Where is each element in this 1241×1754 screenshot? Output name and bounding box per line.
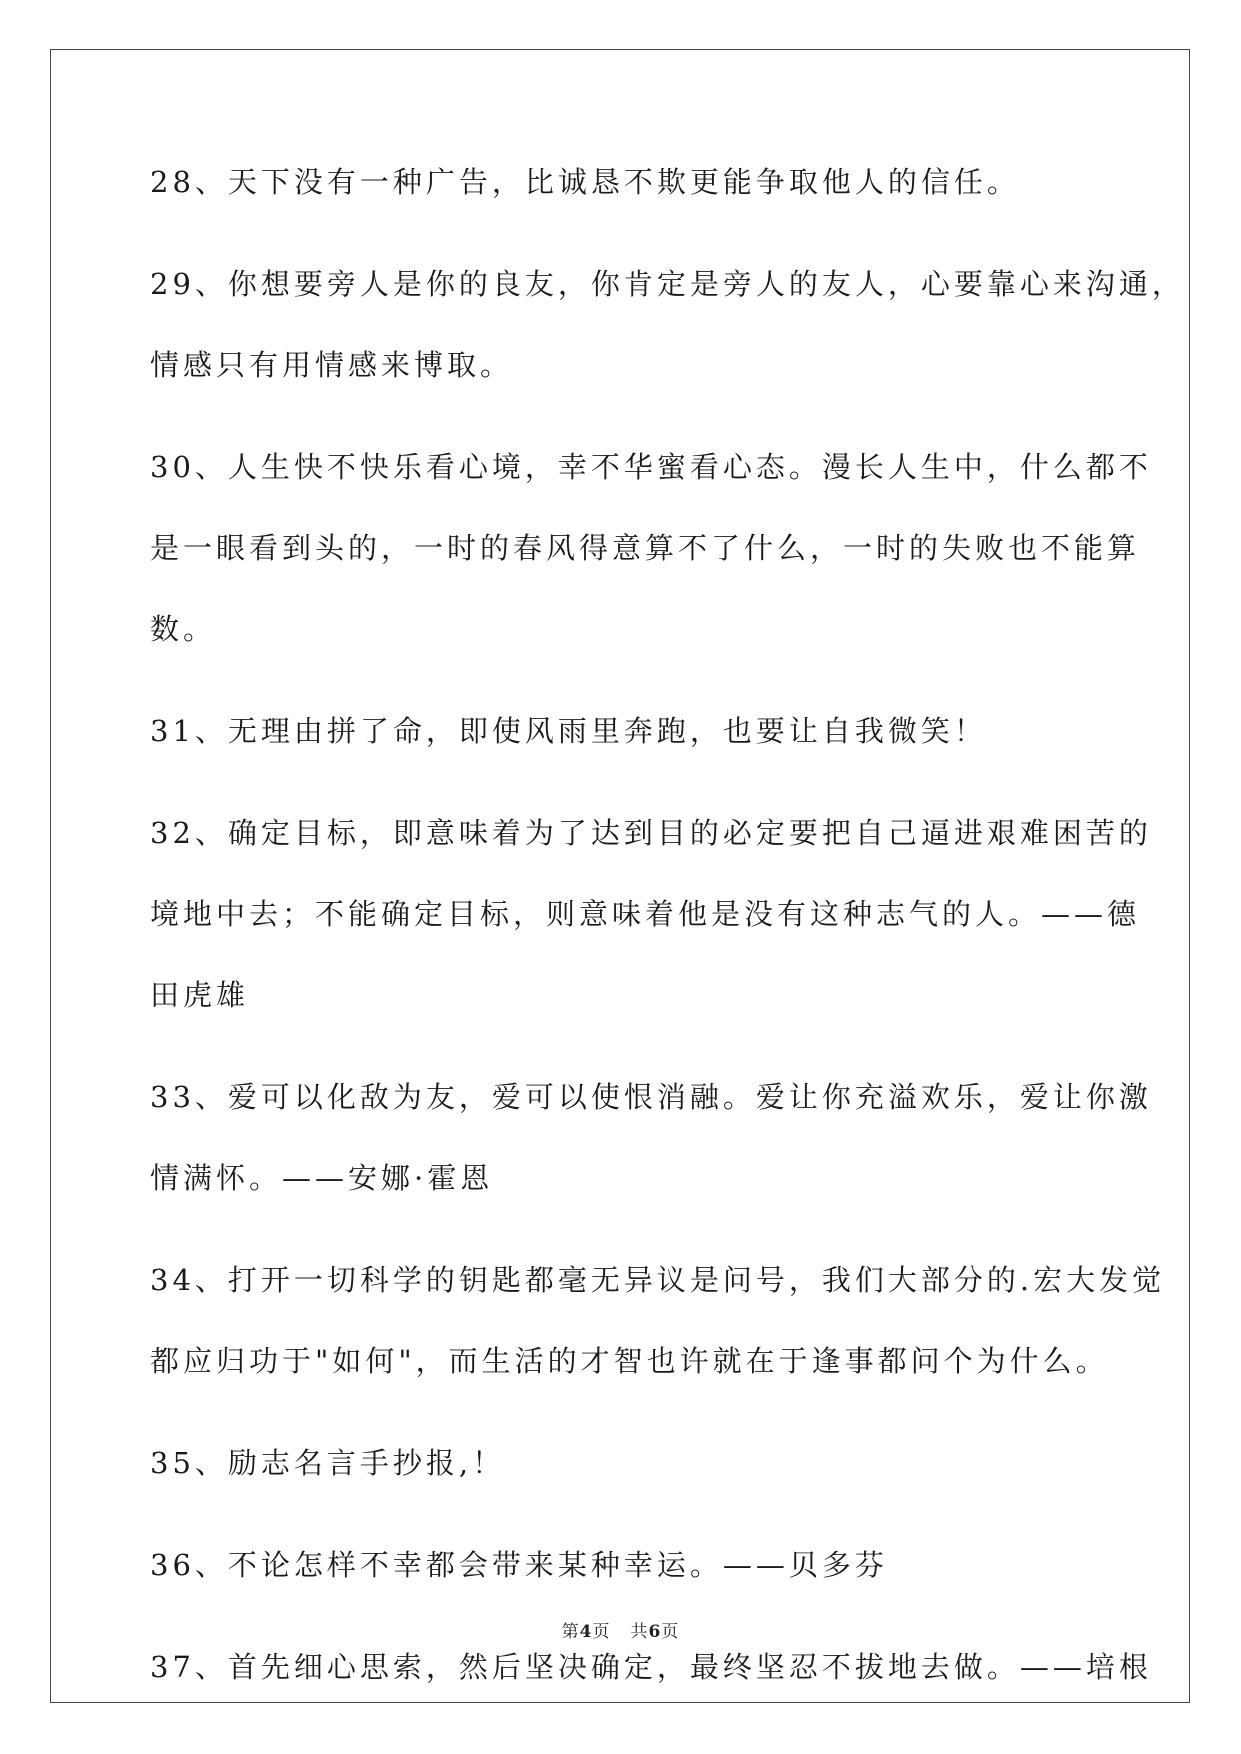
text-line: 是一眼看到头的，一时的春风得意算不了什么，一时的失败也不能算: [150, 531, 1141, 565]
page-footer: [0, 1617, 1241, 1642]
text-line: 田虎雄: [150, 978, 250, 1012]
text-line: 37、首先细心思索，然后坚决确定，最终坚忍不拔地去做。——培根: [150, 1650, 1152, 1684]
list-item: [150, 1525, 1090, 1606]
text-line: 30、人生快不快乐看心境，幸不华蜜看心态。漫长人生中，什么都不: [150, 450, 1152, 484]
text-line: 数。: [150, 612, 217, 646]
text-line: 境地中去；不能确定目标，则意味着他是没有这种志气的人。——德: [150, 897, 1141, 931]
document-body: [150, 162, 1185, 1749]
text-line: 29、你想要旁人是你的良友，你肯定是旁人的友人，心要靠心来沟通，: [150, 267, 1185, 301]
text-line: 35、励志名言手抄报,！: [150, 1446, 506, 1480]
list-item: [150, 244, 1185, 406]
current-page-number: 4: [579, 1622, 593, 1642]
text-line: 情满怀。——安娜·霍恩: [150, 1161, 494, 1195]
total-pages-number: 6: [648, 1622, 662, 1642]
text-line: 31、无理由拼了命，即使风雨里奔跑，也要让自我微笑！: [150, 714, 987, 748]
text-line: 32、确定目标，即意味着为了达到目的必定要把自己逼进艰难困苦的: [150, 816, 1152, 850]
footer-prefix: 第: [561, 1622, 580, 1642]
list-item: [150, 427, 1152, 670]
text-line: 都应归功于"如何"，而生活的才智也许就在于逢事都问个为什么。: [150, 1344, 1109, 1378]
list-item: [150, 793, 1152, 1036]
text-line: 情感只有用情感来博取。: [150, 348, 514, 382]
list-item: [150, 1240, 1166, 1402]
footer-total-suffix: 页: [661, 1622, 680, 1642]
list-item: [150, 142, 1090, 223]
text-line: 33、爱可以化敌为友，爱可以使恨消融。爱让你充溢欢乐，爱让你激: [150, 1080, 1152, 1114]
text-line: 36、不论怎样不幸都会带来某种幸运。——贝多芬: [150, 1548, 888, 1582]
footer-total-prefix: 共: [630, 1622, 649, 1642]
list-item: [150, 1057, 1152, 1219]
list-item: [150, 1423, 1090, 1504]
text-line: 34、打开一切科学的钥匙都毫无异议是问号，我们大部分的.宏大发觉: [150, 1263, 1166, 1297]
text-line: 28、天下没有一种广告，比诚恳不欺更能争取他人的信任。: [150, 165, 1020, 199]
list-item: [150, 691, 1090, 772]
footer-page-suffix: 页: [592, 1622, 611, 1642]
